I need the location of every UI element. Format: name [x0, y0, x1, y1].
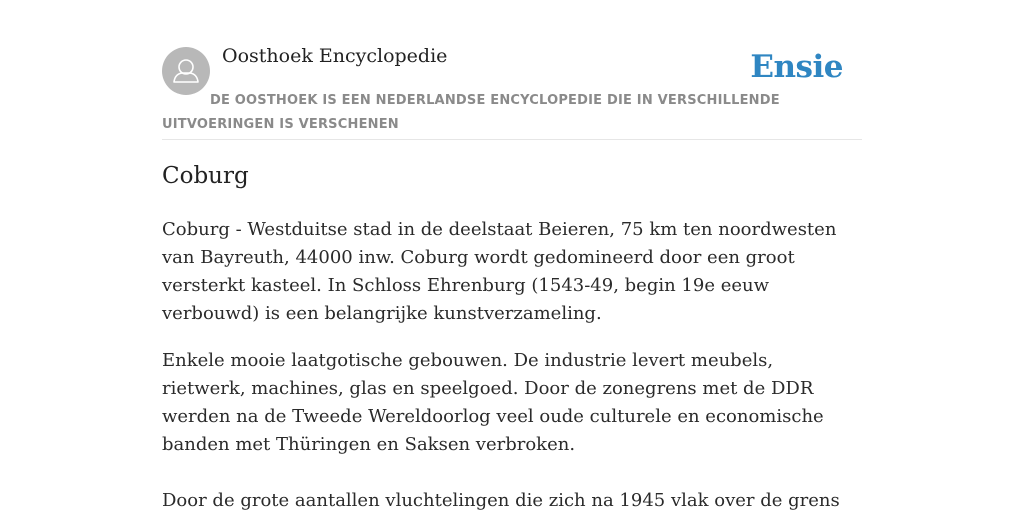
article-paragraph-2: Enkele mooie laatgotische gebouwen. De industrie levert meubels, rietwerk, machines, glas en speelgoed. Door de zonegrens met de DDR werden na de Tweede Wereldoorlog veel oude culturele en economische banden met Thüringen en Saksen verbroken. — [162, 350, 824, 455]
source-tagline: DE OOSTHOEK IS EEN NEDERLANDSE ENCYCLOPEDIE DIE IN VERSCHILLENDE UITVOERINGEN IS VERSCHENEN — [162, 93, 780, 132]
source-name[interactable]: Oosthoek Encyclopedie — [222, 45, 448, 67]
source-header — [162, 0, 862, 140]
user-icon — [162, 47, 210, 95]
source-avatar[interactable] — [162, 47, 210, 95]
article-paragraph-3: Door de grote aantallen vluchtelingen die zich na 1945 vlak over de grens — [162, 490, 840, 511]
article-title: Coburg — [162, 163, 249, 189]
article-body — [162, 216, 842, 512]
brand-logo[interactable]: Ensie — [750, 49, 843, 85]
article-paragraph-1: Coburg - Westduitse stad in de deelstaat Beieren, 75 km ten noordwesten van Bayreuth, 44000 inw. Coburg wordt gedomineerd door een groot versterkt kasteel. In Schloss Ehrenburg (1543-49, begin 19e eeuw verbouwd) is een belangrijke kunstverzameling. — [162, 219, 837, 324]
